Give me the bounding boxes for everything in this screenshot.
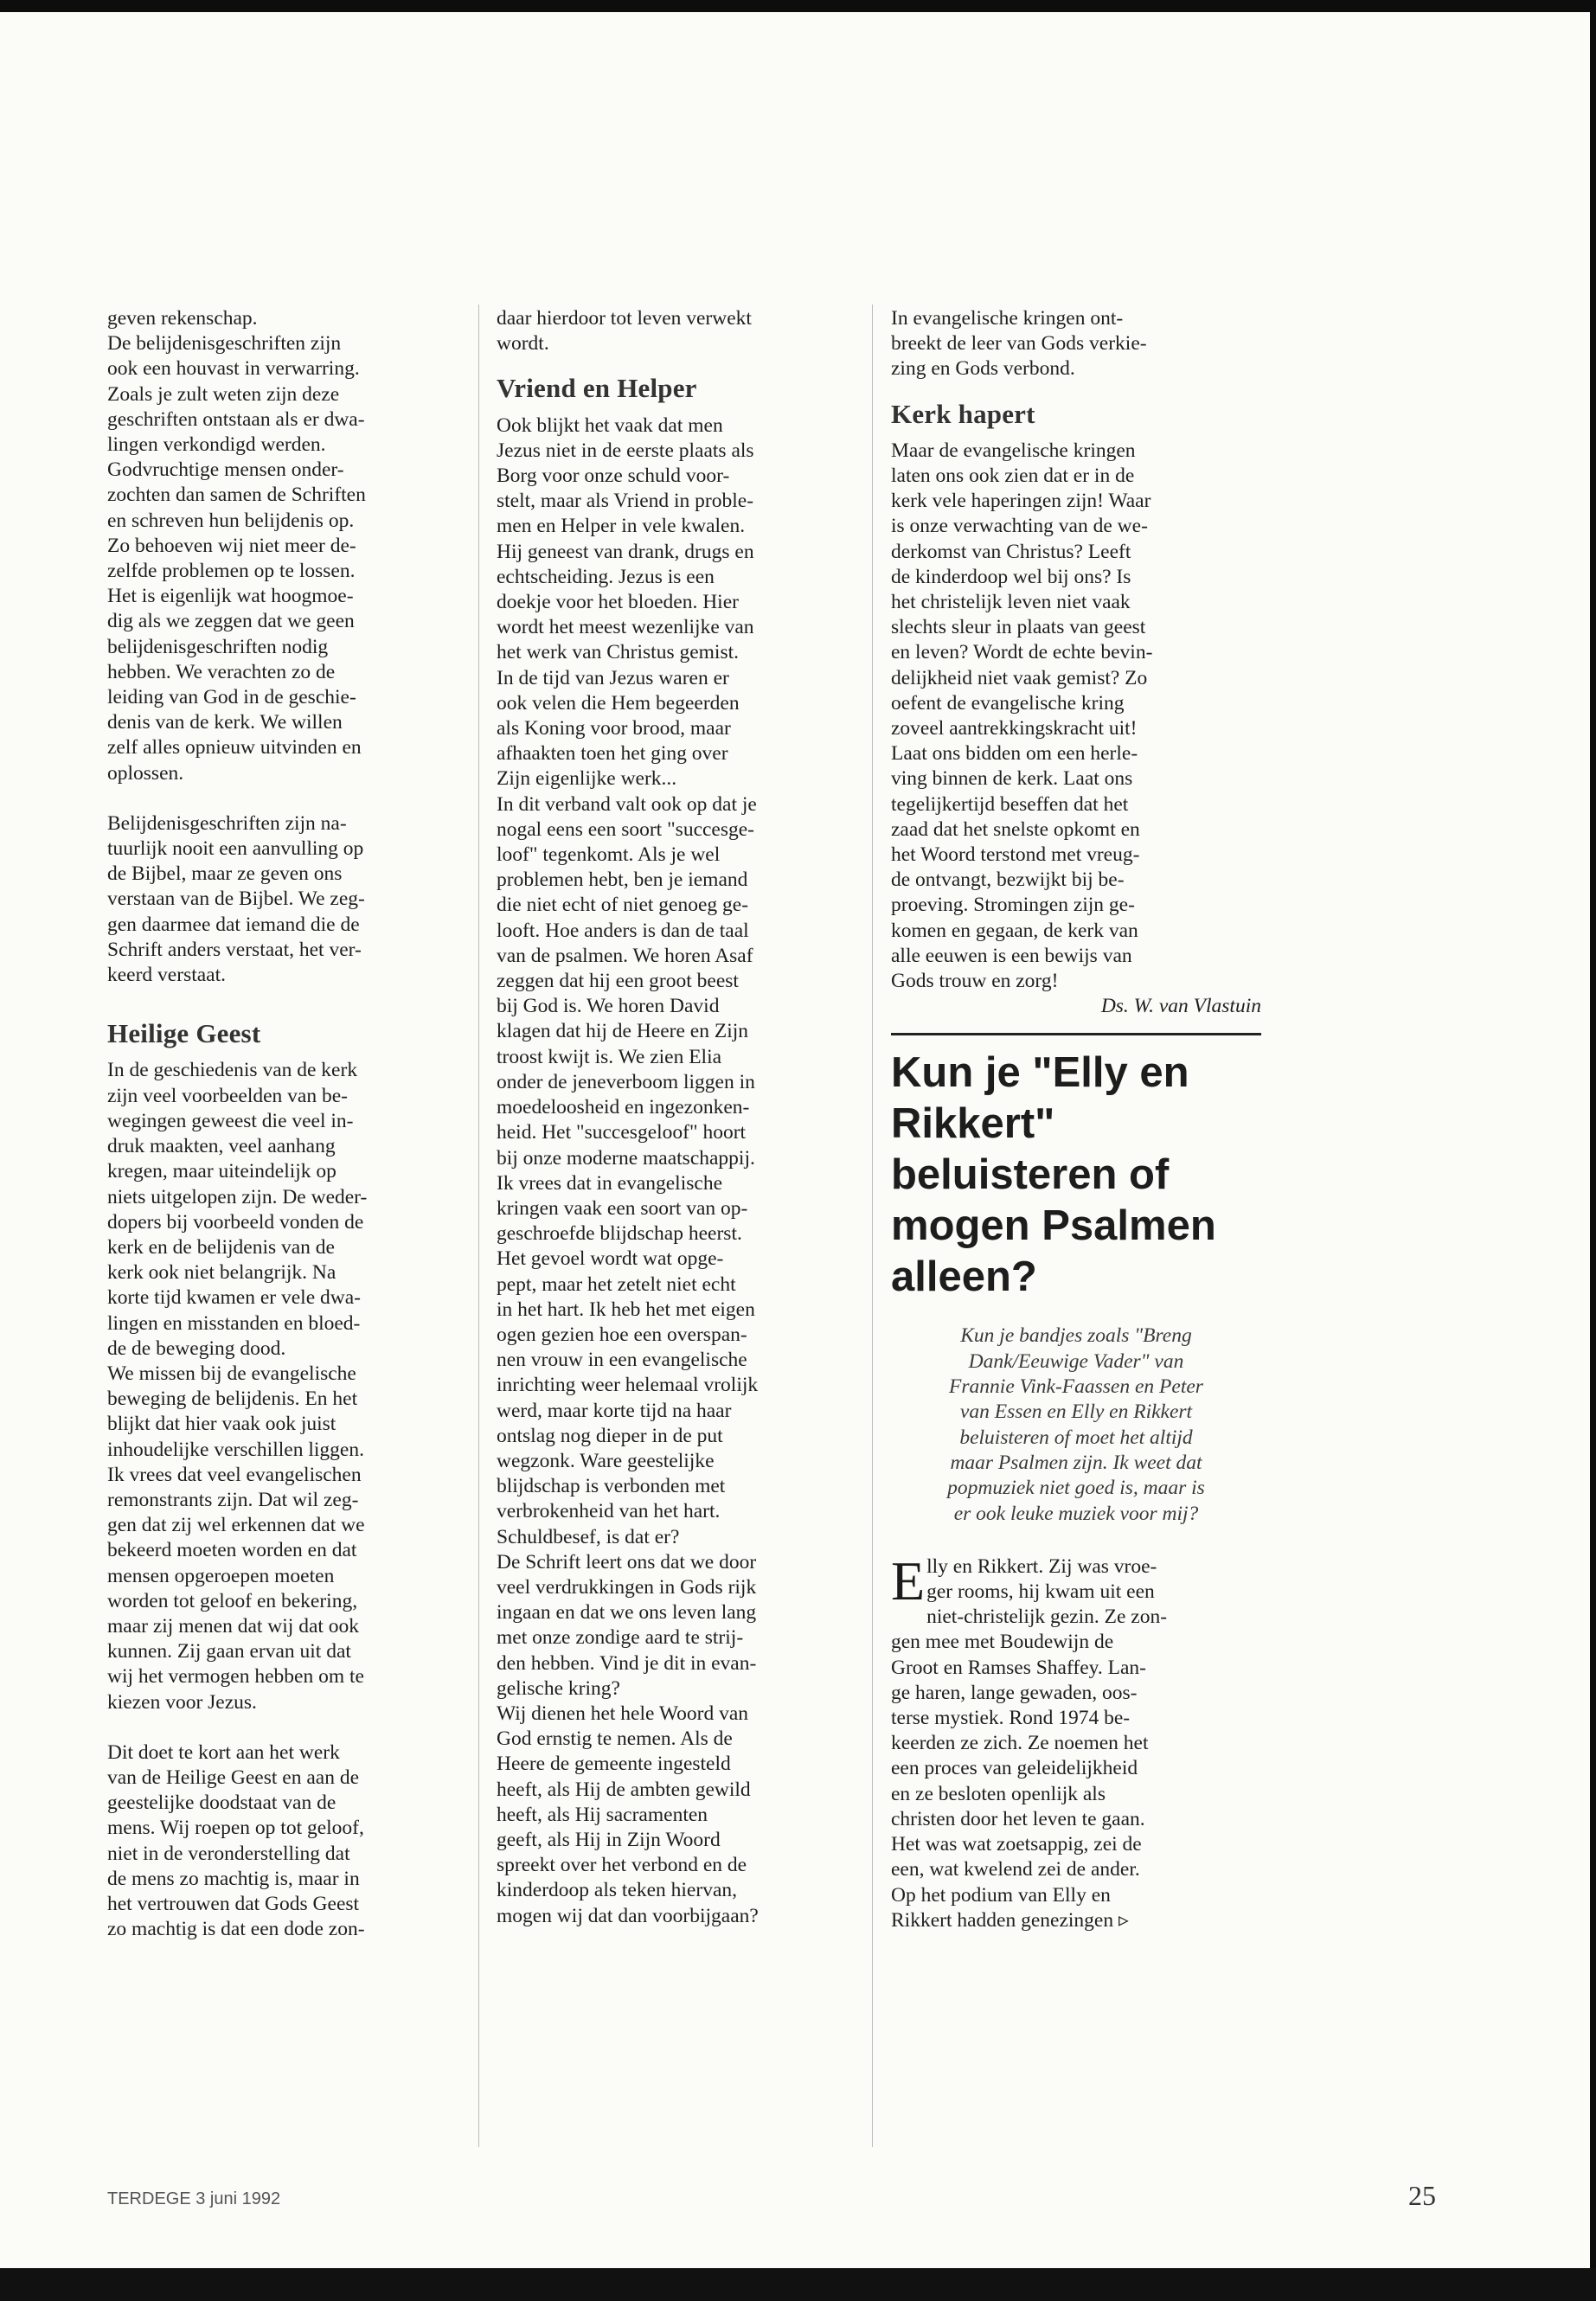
column-1-paragraph-4: Dit doet te kort aan het werk van de Heilige Geest en aan de geestelijke doodstaat van de mens. Wij roepen op tot geloof, niet in de veronderstelling dat de mens zo machtig is, maar in het vertrouwen dat Gods Geest zo machtig is dat een dode zon-	[107, 1740, 365, 1941]
page-number: 25	[1408, 2180, 1436, 2211]
subheading-vriend-en-helper: Vriend en Helper	[497, 373, 697, 404]
column-3-paragraph-3: lly en Rikkert. Zij was vroe- ger rooms, hij kwam uit een niet-christelijk gezin. Ze zon- gen mee met Boudewijn de Groot en Ramses Shaffey. Lan- ge haren, lange gewaden, oos- terse mystiek. Rond 1974 be- keerden ze zich. Ze noemen het een proces van geleidelijkheid en ze besloten openlijk als christen door het leven te gaan. Het was wat zoetsappig, zei de een, wat kwelend zei de ander. Op het podium van Elly en Rikkert hadden genezingen ▹	[891, 1554, 1168, 1932]
column-3-paragraph-1: In evangelische kringen ont- breekt de leer van Gods verkie- zing en Gods verbond.	[891, 307, 1147, 381]
column-1-paragraph-3: In de geschiedenis van de kerk zijn veel voorbeelden van be- wegingen geweest die veel in- druk maakten, veel aanhang kregen, maar uiteindelijk op niets uitgelopen zijn. De weder- dopers bij voorbeeld vonden de kerk en de belijdenis van de kerk ook niet belangrijk. Na korte tijd kwamen er vele dwa- lingen en misstanden en bloed- de de beweging dood. We missen bij de evangelische beweging de belijdenis. En het blijkt dat hier vaak ook juist inhoudelijke verschillen liggen. Ik vrees dat veel evangelischen remonstrants zijn. Dat wil zeg- gen dat zij wel erkennen dat we bekeerd moeten worden en dat mensen opgeroepen moeten worden tot geloof en bekering, maar zij menen dat wij dat ook kunnen. Zij gaan ervan uit dat wij het vermogen hebben om te kiezen voor Jezus.	[107, 1059, 368, 1714]
section-rule	[891, 1033, 1261, 1035]
scan-border-top	[0, 0, 1596, 12]
scan-border-right	[1590, 0, 1596, 2301]
column-3-paragraph-2: Maar de evangelische kringen laten ons ook zien dat er in de kerk vele haperingen zijn! Waar is onze verwachting van de we- derkomst van Christus? Leeft de kinderdoop wel bij ons? Is het christelijk leven niet vaak slechts sleur in plaats van geest en leven? Wordt de echte bevin- delijkheid niet vaak gemist? Zo oefent de evangelische kring zoveel aantrekkingskracht uit! Laat ons bidden om een herle- ving binnen de kerk. Laat ons tegelijkertijd beseffen dat het zaad dat het snelste opkomt en het Woord terstond met vreug- de ontvangt, bezwijkt bij be- proeving. Stromingen zijn ge- komen en gegaan, de kerk van alle eeuwen is een bewijs van Gods trouw en zorg!	[891, 439, 1153, 993]
article-body	[891, 1549, 1261, 1933]
column-2-paragraph-1: daar hierdoor tot leven verwekt wordt.	[497, 307, 752, 356]
subheading-kerk-hapert: Kerk hapert	[891, 398, 1035, 429]
footer-publication: TERDEGE 3 juni 1992	[107, 2189, 281, 2208]
article-lead-question: Kun je bandjes zoals "Breng Dank/Eeuwige Vader" van Frannie Vink-Faassen en Peter van Essen en Elly en Rikkert beluisteren of moet het altijd maar Psalmen zijn. Ik weet dat popmuziek niet goed is, maar is er ook leuke muziek voor mij?	[947, 1324, 1205, 1525]
magazine-page	[0, 12, 1590, 2268]
column-2-paragraph-2: Ook blijkt het vaak dat men Jezus niet in de eerste plaats als Borg voor onze schuld voor- stelt, maar als Vriend in proble- men en Helper in vele kwalen. Hij geneest van drank, drugs en echtscheiding. Jezus is een doekje voor het bloeden. Hier wordt het meest wezenlijke van het werk van Christus gemist. In de tijd van Jezus waren er ook velen die Hem begeerden als Koning voor brood, maar afhaakten toen het ging over Zijn eigenlijke werk... In dit verband valt ook op dat je nogal eens een soort "succesge- loof" tegenkomt. Als je wel problemen hebt, ben je iemand die niet echt of niet genoeg ge- looft. Hoe anders is dan de taal van de psalmen. We horen Asaf zeggen dat hij een groot beest bij God is. We horen David klagen dat hij de Heere en Zijn troost kwijt is. We zien Elia onder de jeneverboom liggen in moedeloosheid en ingezonken- heid. Het "succesgeloof" hoort bij onze moderne maatschappij. Ik vrees dat in evangelische kringen vaak een soort van op- geschroefde blijdschap heerst. Het gevoel wordt wat opge- pept, maar het zetelt niet echt in het hart. Ik heb het met eigen ogen gezien hoe een overspan- nen vrouw in een evangelische inrichting weer helemaal vrolijk werd, maar korte tijd na haar ontslag nog dieper in de put wegzonk. Ware geestelijke blijdschap is verbonden met verbrokenheid van het hart. Schuldbesef, is dat er? De Schrift leert ons dat we door veel verdrukkingen in Gods rijk ingaan en dat we ons leven lang met onze zondige aard te strij- den hebben. Vind je dit in evan- gelische kring? Wij dienen het hele Woord van God ernstig te nemen. Als de Heere de gemeente ingesteld heeft, als Hij de ambten gewild heeft, als Hij sacramenten geeft, als Hij in Zijn Woord spreekt over het verbond en de kinderdoop als teken hiervan, mogen wij dat dan voorbijgaan?	[497, 413, 759, 1927]
column-divider	[478, 304, 479, 2147]
column-divider	[872, 304, 873, 2147]
subheading-heilige-geest: Heilige Geest	[107, 1018, 261, 1049]
column-2	[497, 306, 851, 1929]
article-headline: Kun je "Elly en Rikkert" beluisteren of mogen Psalmen alleen?	[891, 1049, 1216, 1301]
scan-border-bottom	[0, 2268, 1596, 2301]
column-1	[107, 306, 462, 1942]
column-1-paragraph-1: geven rekenschap. De belijdenisgeschriften zijn ook een houvast in verwarring. Zoals je zult weten zijn deze geschriften ontstaan als er dwa- lingen verkondigd werden. Godvruchtige mensen onder- zochten dan samen de Schriften en schreven hun belijdenis op. Zo behoeven wij niet meer de- zelfde problemen op te lossen. Het is eigenlijk wat hoogmoe- dig als we zeggen dat we geen belijdenisgeschriften nodig hebben. We verachten zo de leiding van God in de geschie- denis van de kerk. We willen zelf alles opnieuw uitvinden en oplossen.	[107, 307, 366, 785]
column-3	[891, 306, 1261, 1933]
author-signature: Ds. W. van Vlastuin	[1100, 995, 1261, 1018]
column-1-paragraph-2: Belijdenisgeschriften zijn na- tuurlijk nooit een aanvulling op de Bijbel, maar ze geven ons verstaan van de Bijbel. We zeg- gen daarmee dat iemand die de Schrift anders verstaat, het ver- keerd verstaat.	[107, 811, 365, 987]
drop-cap: E	[891, 1549, 926, 1612]
